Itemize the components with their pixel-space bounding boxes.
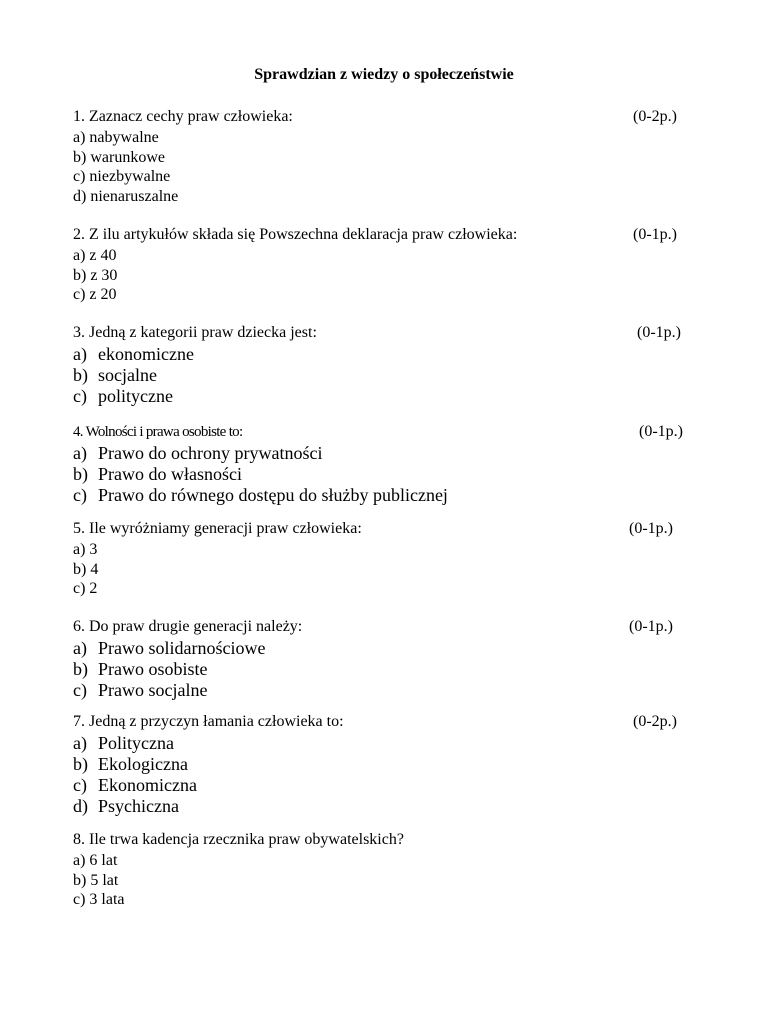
option-b <box>73 365 713 386</box>
option-text: ekonomiczne <box>98 344 194 364</box>
option-c: c) 2 <box>73 580 98 597</box>
option-c <box>73 485 713 506</box>
question-7 <box>73 711 713 817</box>
option-letter: a) <box>73 638 87 658</box>
option-a: a) 3 <box>73 541 98 558</box>
question-1 <box>73 106 713 206</box>
option-b: b) 5 lat <box>73 871 119 889</box>
option-text: Prawo solidarnościowe <box>98 638 266 658</box>
option-text: Prawo socjalne <box>98 680 208 700</box>
option-letter: d) <box>73 796 88 816</box>
question-2 <box>73 224 713 305</box>
option-letter: a) <box>73 344 87 364</box>
option-text: Prawo do równego dostępu do służby publicznej <box>98 485 448 505</box>
option-a <box>73 638 713 659</box>
option-text: Ekonomiczna <box>98 775 197 795</box>
option-c <box>73 680 713 701</box>
option-text: Ekologiczna <box>98 754 188 774</box>
option-c: c) z 20 <box>73 286 117 303</box>
option-letter: a) <box>73 443 87 463</box>
option-letter: b) <box>73 754 88 774</box>
points-label: (0-1p.) <box>637 324 681 341</box>
option-c <box>73 386 713 407</box>
option-a <box>73 733 713 754</box>
option-letter: b) <box>73 365 88 385</box>
option-letter: c) <box>73 386 87 406</box>
option-b: b) 4 <box>73 560 99 578</box>
option-letter: c) <box>73 485 87 505</box>
option-c: c) 3 lata <box>73 891 125 908</box>
option-a: a) 6 lat <box>73 852 118 869</box>
option-a <box>73 443 713 464</box>
question-5 <box>73 518 713 599</box>
option-text: Prawo osobiste <box>98 659 208 679</box>
option-letter: c) <box>73 680 87 700</box>
option-text: Prawo do własności <box>98 464 242 484</box>
option-c <box>73 775 713 796</box>
points-label: (0-2p.) <box>633 713 677 730</box>
points-label: (0-1p.) <box>639 423 683 440</box>
option-a <box>73 344 713 365</box>
question-text: 3. Jedną z kategorii praw dziecka jest: <box>73 324 317 341</box>
option-text: socjalne <box>98 365 157 385</box>
option-letter: a) <box>73 733 87 753</box>
question-3 <box>73 322 713 407</box>
option-text: Psychiczna <box>98 796 179 816</box>
option-d: d) nienaruszalne <box>73 187 179 205</box>
option-a: a) nabywalne <box>73 129 159 146</box>
question-text: 7. Jedną z przyczyn łamania człowieka to: <box>73 713 344 730</box>
points-label: (0-1p.) <box>629 618 673 635</box>
question-text: 1. Zaznacz cechy praw człowieka: <box>73 108 293 125</box>
option-b <box>73 754 713 775</box>
question-text: 8. Ile trwa kadencja rzecznika praw obywatelskich? <box>73 831 404 848</box>
option-text: Prawo do ochrony prywatności <box>98 443 323 463</box>
question-8 <box>73 829 713 910</box>
option-b <box>73 659 713 680</box>
option-text: Polityczna <box>98 733 174 753</box>
page-title: Sprawdzian z wiedzy o społeczeństwie <box>254 66 514 83</box>
points-label: (0-2p.) <box>633 108 677 125</box>
option-d <box>73 796 713 817</box>
option-c: c) niezbywalne <box>73 168 171 185</box>
option-a: a) z 40 <box>73 247 117 264</box>
option-text: polityczne <box>98 386 173 406</box>
points-label: (0-1p.) <box>629 520 673 537</box>
option-letter: c) <box>73 775 87 795</box>
option-letter: b) <box>73 464 88 484</box>
option-b: b) warunkowe <box>73 148 165 166</box>
option-b: b) z 30 <box>73 266 118 284</box>
question-text: 4. Wolności i prawa osobiste to: <box>73 424 243 440</box>
question-text: 5. Ile wyróżniamy generacji praw człowieka: <box>73 520 362 537</box>
question-text: 2. Z ilu artykułów składa się Powszechna deklaracja praw człowieka: <box>73 226 518 243</box>
option-b <box>73 464 713 485</box>
question-4 <box>73 421 713 506</box>
question-6 <box>73 616 713 701</box>
option-letter: b) <box>73 659 88 679</box>
points-label: (0-1p.) <box>633 226 677 243</box>
question-text: 6. Do praw drugie generacji należy: <box>73 618 303 635</box>
